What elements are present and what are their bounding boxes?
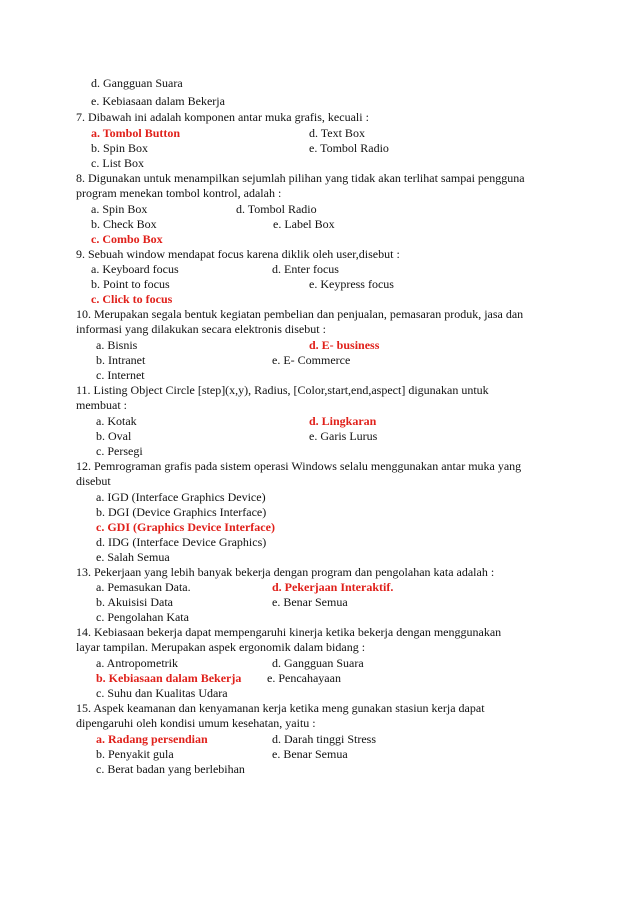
question-line: 9. Sebuah window mendapat focus karena diklik oleh user,disebut :: [76, 247, 400, 261]
question-line: 12. Pemrograman grafis pada sistem operasi Windows selalu menggunakan antar muka yang: [76, 459, 522, 473]
option-line: a. Bisnis: [96, 338, 138, 352]
answer-line: a. Tombol Button: [91, 126, 181, 140]
option-line: e. Benar Semua: [272, 747, 348, 761]
question-line: program menekan tombol kontrol, adalah :: [76, 186, 282, 200]
answer-line: a. Radang persendian: [96, 732, 208, 746]
question-line: disebut: [76, 474, 111, 488]
answer-line: b. Kebiasaan dalam Bekerja: [96, 671, 242, 685]
option-line: b. Oval: [96, 429, 132, 443]
option-line: b. Intranet: [96, 353, 146, 367]
option-line: d. Darah tinggi Stress: [272, 732, 376, 746]
answer-line: c. Click to focus: [91, 292, 173, 306]
option-line: d. Text Box: [309, 126, 365, 140]
question-line: dipengaruhi oleh kondisi umum kesehatan, yaitu :: [76, 716, 316, 730]
option-line: a. Antropometrik: [96, 656, 178, 670]
option-line: b. Penyakit gula: [96, 747, 174, 761]
option-line: c. Persegi: [96, 444, 143, 458]
question-line: informasi yang dilakukan secara elektronis disebut :: [76, 322, 326, 336]
question-line: 14. Kebiasaan bekerja dapat mempengaruhi kinerja ketika bekerja dengan menggunakan: [76, 625, 502, 639]
option-line: d. Enter focus: [272, 262, 339, 276]
option-line: b. Spin Box: [91, 141, 149, 155]
question-line: 8. Digunakan untuk menampilkan sejumlah pilihan yang tidak akan terlihat sampai pengguna: [76, 171, 525, 185]
question-line: 15. Aspek keamanan dan kenyamanan kerja ketika meng gunakan stasiun kerja dapat: [76, 701, 485, 715]
option-line: c. List Box: [91, 156, 144, 170]
answer-line: d. Pekerjaan Interaktif.: [272, 580, 394, 594]
option-line: a. Kotak: [96, 414, 137, 428]
option-line: e. Pencahayaan: [267, 671, 341, 685]
option-line: a. Spin Box: [91, 202, 148, 216]
option-line: b. Point to focus: [91, 277, 170, 291]
question-line: 13. Pekerjaan yang lebih banyak bekerja dengan program dan pengolahan kata adalah :: [76, 565, 495, 579]
option-line: c. Berat badan yang berlebihan: [96, 762, 245, 776]
question-line: membuat :: [76, 398, 127, 412]
answer-line: d. Lingkaran: [309, 414, 377, 428]
option-line: c. Internet: [96, 368, 145, 382]
option-line: e. Salah Semua: [96, 550, 170, 564]
option-line: e. Garis Lurus: [309, 429, 378, 443]
question-line: 10. Merupakan segala bentuk kegiatan pembelian dan penjualan, pemasaran produk, jasa dan: [76, 307, 524, 321]
answer-line: c. Combo Box: [91, 232, 163, 246]
question-line: layar tampilan. Merupakan aspek ergonomik dalam bidang :: [76, 640, 366, 654]
option-line: a. IGD (Interface Graphics Device): [96, 490, 266, 504]
answer-line: c. GDI (Graphics Device Interface): [96, 520, 275, 534]
option-line: d. IDG (Interface Device Graphics): [96, 535, 267, 549]
option-line: e. Kebiasaan dalam Bekerja: [91, 94, 225, 108]
option-line: e. Keypress focus: [309, 277, 394, 291]
option-line: d. Gangguan Suara: [91, 76, 183, 90]
option-line: e. Label Box: [273, 217, 335, 231]
option-line: c. Pengolahan Kata: [96, 610, 189, 624]
option-line: b. Check Box: [91, 217, 157, 231]
option-line: e. E- Commerce: [272, 353, 351, 367]
question-line: 11. Listing Object Circle [step](x,y), Radius, [Color,start,end,aspect] digunakan untuk: [76, 383, 489, 397]
option-line: b. Akuisisi Data: [96, 595, 173, 609]
option-line: e. Benar Semua: [272, 595, 348, 609]
question-line: 7. Dibawah ini adalah komponen antar muka grafis, kecuali :: [76, 110, 369, 124]
answer-line: d. E- business: [309, 338, 380, 352]
option-line: c. Suhu dan Kualitas Udara: [96, 686, 228, 700]
option-line: d. Tombol Radio: [236, 202, 317, 216]
option-line: e. Tombol Radio: [309, 141, 389, 155]
option-line: a. Pemasukan Data.: [96, 580, 191, 594]
option-line: a. Keyboard focus: [91, 262, 179, 276]
option-line: b. DGI (Device Graphics Interface): [96, 505, 267, 519]
option-line: d. Gangguan Suara: [272, 656, 364, 670]
